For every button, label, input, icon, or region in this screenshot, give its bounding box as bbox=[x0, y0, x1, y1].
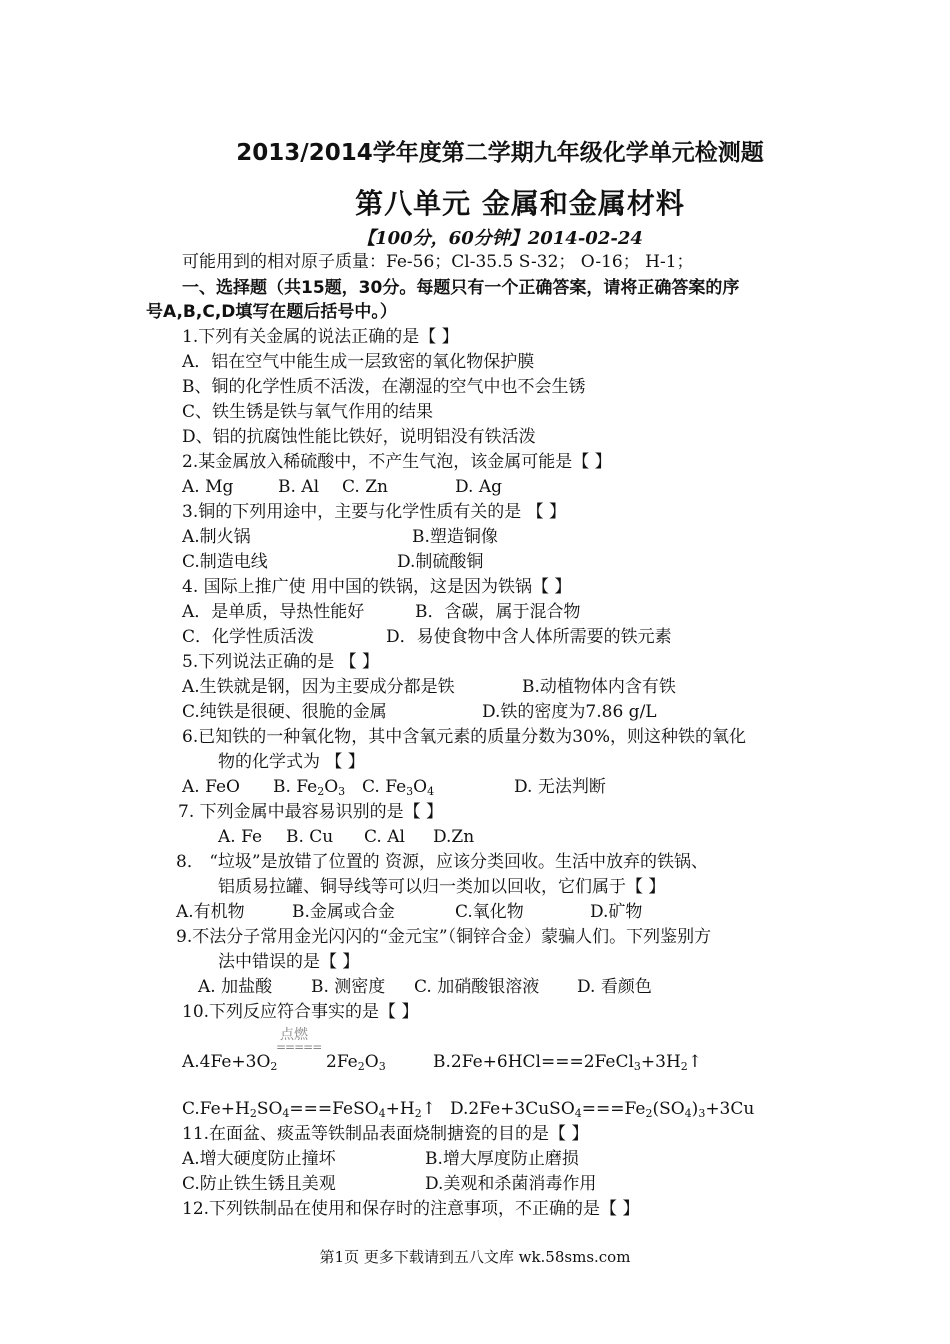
q7-stem: 7. 下列金属中最容易识别的是【 】 bbox=[178, 802, 444, 822]
q10-condition: 点燃 bbox=[280, 1027, 308, 1043]
q6-option-c: C. $Fe_3O_4$ bbox=[362, 777, 435, 798]
q9-option-c: C. 加硝酸银溶液 bbox=[414, 977, 540, 997]
q9-stem-line1: 9.不法分子常用金光闪闪的“金元宝”（铜锌合金）蒙骗人们。下列鉴别方 bbox=[176, 927, 712, 947]
section1-heading-line1: 一、选择题（共15题，30分。每题只有一个正确答案，请将正确答案的序 bbox=[182, 278, 740, 298]
q2-option-c: C. Zn bbox=[342, 477, 388, 497]
q10-option-c: $C.Fe+H_2SO_4===FeSO_4+H_2↑$ bbox=[182, 1099, 436, 1120]
q3-option-c: C.制造电线 bbox=[182, 552, 268, 572]
q1-option-c: C、铁生锈是铁与氧气作用的结果 bbox=[182, 402, 434, 422]
q10-option-a-products: $2Fe_2O_3$ bbox=[326, 1052, 386, 1073]
q9-option-b: B. 测密度 bbox=[311, 977, 386, 997]
q9-stem-line2: 法中错误的是【 】 bbox=[218, 952, 360, 972]
q2-option-a: A. Mg bbox=[182, 477, 234, 497]
unit-title: 第八单元 金属和金属材料 bbox=[355, 187, 685, 220]
q5-stem: 5.下列说法正确的是 【 】 bbox=[182, 652, 380, 672]
section1-heading-line2: 号A,B,C,D填写在题后括号中。） bbox=[146, 302, 397, 322]
q2-stem: 2.某金属放入稀硫酸中，不产生气泡，该金属可能是【 】 bbox=[182, 452, 612, 472]
q5-option-c: C.纯铁是很硬、很脆的金属 bbox=[182, 702, 387, 722]
q10-option-d: $D.2Fe+3CuSO_4===Fe_2(SO_4)_3+3Cu$ bbox=[450, 1099, 755, 1120]
q7-option-d: D.Zn bbox=[433, 827, 475, 847]
q7-option-a: A. Fe bbox=[218, 827, 263, 847]
q3-stem: 3.铜的下列用途中，主要与化学性质有关的是 【 】 bbox=[182, 502, 567, 522]
q8-option-a: A.有机物 bbox=[176, 902, 245, 922]
q8-option-d: D.矿物 bbox=[590, 902, 643, 922]
q10-stem: 10.下列反应符合事实的是【 】 bbox=[182, 1002, 419, 1022]
q4-option-b: B．含碳，属于混合物 bbox=[415, 602, 581, 622]
q1-option-b: B、铜的化学性质不活泼，在潮湿的空气中也不会生锈 bbox=[182, 377, 586, 397]
q8-stem-line2: 铝质易拉罐、铜导线等可以归一类加以回收，它们属于【 】 bbox=[218, 877, 666, 897]
q1-option-d: D、铝的抗腐蚀性能比铁好，说明铝没有铁活泼 bbox=[182, 427, 536, 447]
exam-title: 2013/2014学年度第二学期九年级化学单元检测题 bbox=[236, 140, 764, 166]
q4-option-c: C．化学性质活泼 bbox=[182, 627, 315, 647]
q6-stem-line2: 物的化学式为 【 】 bbox=[218, 752, 365, 772]
q5-option-a: A.生铁就是钢，因为主要成分都是铁 bbox=[182, 677, 455, 697]
q8-stem-line1: 8． “垃圾”是放错了位置的 资源，应该分类回收。生活中放弃的铁锅、 bbox=[176, 852, 709, 872]
q7-option-b: B. Cu bbox=[286, 827, 334, 847]
q10-option-b: $B.2Fe+6HCl===2FeCl_3+3H_2↑$ bbox=[433, 1052, 703, 1073]
q2-option-b: B. Al bbox=[278, 477, 320, 497]
q5-option-d: D.铁的密度为7.86 g/L bbox=[482, 702, 657, 722]
q1-stem: 1.下列有关金属的说法正确的是【 】 bbox=[182, 327, 459, 347]
page-footer: 第1页 更多下载请到五八文库 wk.58sms.com bbox=[319, 1248, 631, 1266]
q10-option-a-reactants: $A.4Fe+3O_2$ bbox=[182, 1052, 278, 1073]
atomic-masses: 可能用到的相对原子质量：Fe-56；Cl-35.5 S-32； O-16； H-1； bbox=[182, 252, 694, 272]
q11-option-c: C.防止铁生锈且美观 bbox=[182, 1174, 336, 1194]
q4-stem: 4. 国际上推广使 用中国的铁锅，这是因为铁锅【 】 bbox=[182, 577, 572, 597]
q2-option-d: D. Ag bbox=[455, 477, 502, 497]
q11-option-a: A.增大硬度防止撞坏 bbox=[182, 1149, 336, 1169]
q5-option-b: B.动植物体内含有铁 bbox=[522, 677, 676, 697]
q11-option-d: D.美观和杀菌消毒作用 bbox=[425, 1174, 597, 1194]
q12-stem: 12.下列铁制品在使用和保存时的注意事项，不正确的是【 】 bbox=[182, 1199, 640, 1219]
q10-equals-mark: ===== bbox=[276, 1040, 322, 1054]
q3-option-d: D.制硫酸铜 bbox=[397, 552, 484, 572]
q11-stem: 11.在面盆、痰盂等铁制品表面烧制搪瓷的目的是【 】 bbox=[182, 1124, 589, 1144]
q6-stem-line1: 6.已知铁的一种氧化物，其中含氧元素的质量分数为30%，则这种铁的氧化 bbox=[182, 727, 747, 747]
q6-option-a: A. FeO bbox=[182, 777, 240, 797]
q3-option-b: B.塑造铜像 bbox=[412, 527, 498, 547]
q3-option-a: A.制火锅 bbox=[182, 527, 251, 547]
q6-option-b: B. $Fe_2O_3$ bbox=[273, 777, 346, 798]
q7-option-c: C. Al bbox=[364, 827, 405, 847]
q4-option-a: A．是单质，导热性能好 bbox=[182, 602, 365, 622]
q11-option-b: B.增大厚度防止磨损 bbox=[425, 1149, 579, 1169]
q4-option-d: D．易使食物中含人体所需要的铁元素 bbox=[386, 627, 672, 647]
q9-option-a: A. 加盐酸 bbox=[198, 977, 273, 997]
q1-option-a: A．铝在空气中能生成一层致密的氧化物保护膜 bbox=[182, 352, 535, 372]
q8-option-b: B.金属或合金 bbox=[292, 902, 395, 922]
q9-option-d: D. 看颜色 bbox=[577, 977, 652, 997]
q6-option-d: D. 无法判断 bbox=[514, 777, 606, 797]
q8-option-c: C.氧化物 bbox=[455, 902, 524, 922]
score-info: 【100分，60分钟】2014-02-24 bbox=[357, 228, 643, 249]
